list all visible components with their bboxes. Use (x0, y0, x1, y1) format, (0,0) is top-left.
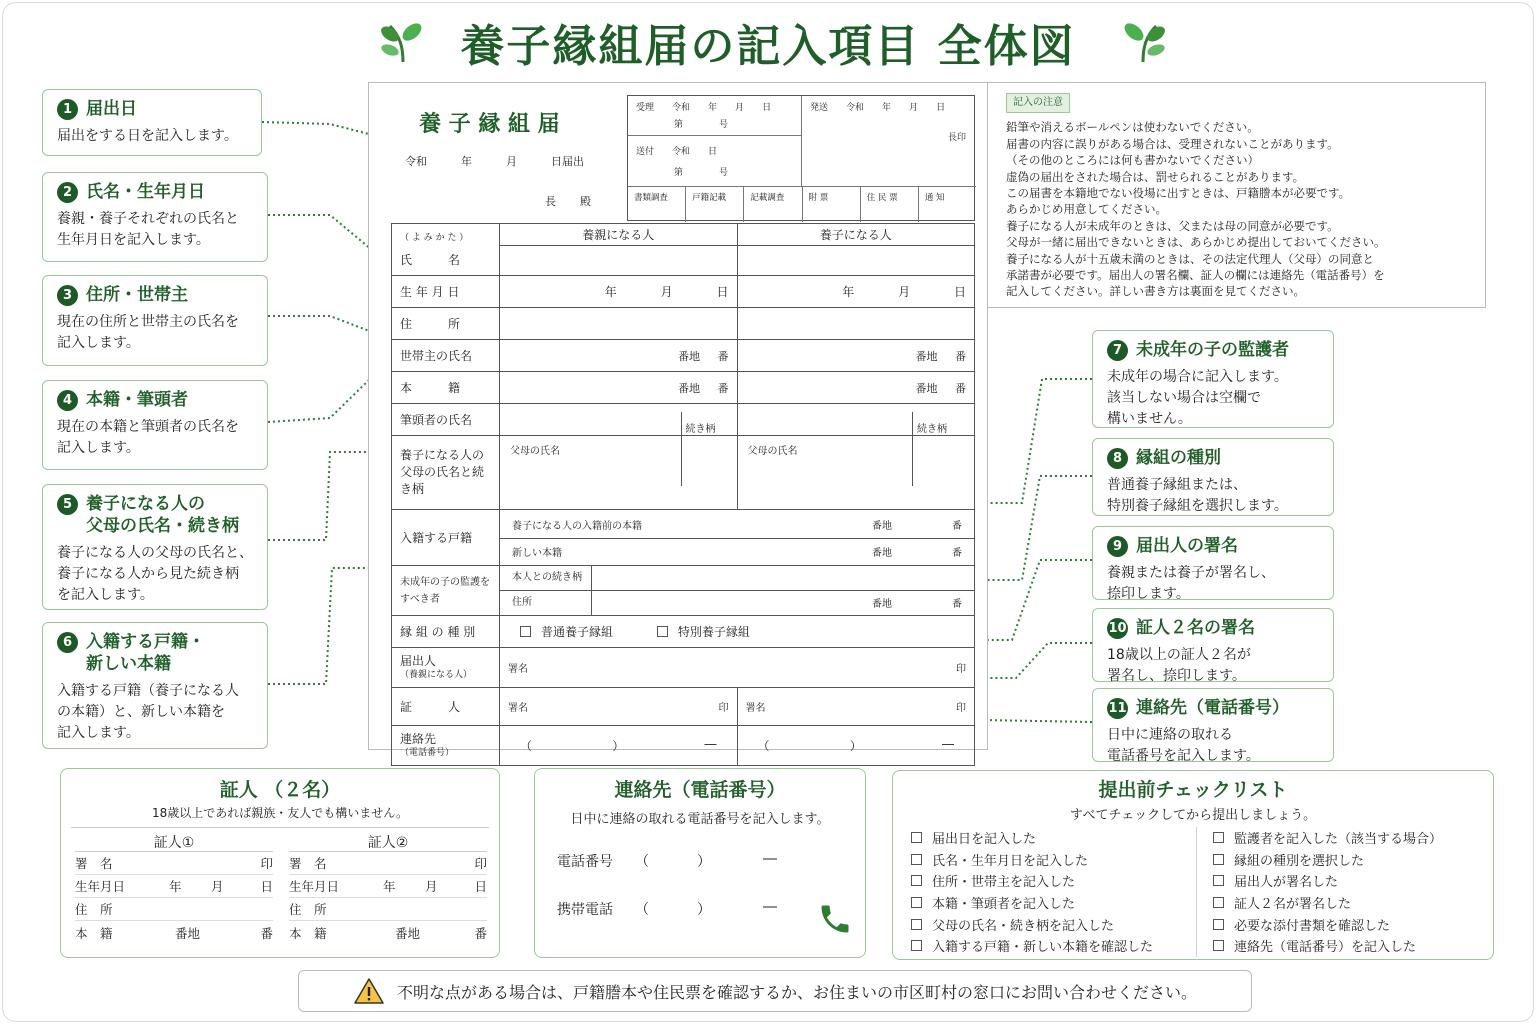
witness-label: 証 人 (392, 688, 500, 726)
adoptee-birth-cell[interactable]: 年 月 日 (737, 276, 975, 308)
birth-label: 生 年 月 日 (392, 276, 500, 308)
callout-6 (42, 622, 268, 749)
checklist-panel (892, 770, 1494, 960)
witness-2-block (289, 832, 487, 944)
adopter-parents-cell[interactable]: 父母の氏名 続き柄 (500, 436, 738, 510)
callout-title: 届出日 (86, 99, 137, 119)
warning-text: 不明な点がある場合は、戸籍謄本や住民票を確認するか、お住まいの市区町村の窓口にお問い合わせください。 (396, 982, 1197, 1002)
address-label: 住 所 (392, 308, 500, 340)
kind-label: 縁 組 の 種 別 (392, 616, 500, 648)
nyuseki-label: 入籍する戸籍 (392, 510, 500, 566)
witness-1-address-row[interactable]: 住 所 (75, 898, 273, 921)
witness-1-birth-row[interactable]: 生年月日 年 月 日 (75, 875, 273, 898)
number-badge: 9 (1107, 536, 1128, 557)
checklist-item[interactable]: 入籍する戸籍・新しい本籍を確認した (911, 935, 1196, 957)
adopter-address-cell[interactable] (500, 308, 738, 340)
witness-2-birth-row[interactable]: 生年月日 年 月 日 (289, 875, 487, 898)
witness-2-head: 証人② (289, 832, 487, 852)
callout-body: 現在の本籍と筆頭者の氏名を 記入します。 (57, 419, 239, 456)
witness-1-head: 証人① (75, 832, 273, 852)
reading-name-label: （ よ み か た ） 氏 名 (392, 224, 500, 276)
witness-panel-title: 証人 （２名） (219, 779, 341, 801)
page-title: 養子縁組届の記入項目 全体図 (460, 21, 1076, 72)
callout-body: 普通養子縁組または、 特別養子縁組を選択します。 (1107, 477, 1288, 514)
date-era: 令和 (405, 155, 427, 168)
guardian-cell[interactable]: 本人との続き柄 住所 番地 番 (500, 566, 975, 616)
witness-1-block (75, 832, 273, 944)
callout-1 (42, 89, 262, 156)
contact-label: 連絡先 （電話番号） (392, 726, 500, 766)
nyuseki-cell[interactable]: 養子になる人の入籍前の本籍 番地 番 新しい本籍 番地 番 (500, 510, 975, 566)
guardian-label: 未成年の子の監護をすべき者 (392, 566, 500, 616)
callout-3 (42, 275, 268, 366)
warning-bar (298, 970, 1252, 1012)
note-line: 届書の内容に誤りがある場合は、受理されないことがあります。 (1006, 136, 1339, 151)
checklist-item[interactable]: 氏名・生年月日を記入した (911, 849, 1196, 871)
adopter-birth-cell[interactable]: 年 月 日 (500, 276, 738, 308)
adoptee-honseki-cell[interactable]: 番地 番 (737, 372, 975, 404)
adoptee-name-cell[interactable]: 養子になる人 (737, 224, 975, 276)
callout-title: 本籍・筆頭者 (86, 390, 188, 410)
callout-body: 届出をする日を記入します。 (57, 128, 238, 144)
callout-title: 養子になる人の 父母の氏名・続き柄 (86, 494, 239, 536)
adoptee-phone-cell[interactable]: （ ） ― (737, 726, 975, 766)
registry-box (627, 95, 975, 221)
contact-panel-sub: 日中に連絡の取れる電話番号を記入します。 (570, 812, 830, 827)
special-adoption-checkbox[interactable]: 特別養子縁組 (657, 623, 750, 640)
ordinary-adoption-checkbox[interactable]: 普通養子縁組 (520, 623, 613, 640)
callout-title: 証人２名の署名 (1136, 618, 1255, 638)
note-line: この届書を本籍地でない役場に出すときは、戸籍謄本が必要です。 (1006, 186, 1351, 201)
addressee-chief: 長 (545, 195, 556, 208)
callout-9 (1092, 526, 1334, 600)
witness-panel-sub: 18歳以上であれば親族・友人でも構いません。 (71, 804, 489, 828)
mobile-row[interactable]: 携帯電話 （ ） ― (557, 899, 777, 918)
sent-cell: 送付 令和 日 第 号 (628, 136, 802, 186)
callout-title: 入籍する戸籍・ 新しい本籍 (86, 632, 205, 674)
adoptee-householder-cell[interactable]: 番地 番 (737, 340, 975, 372)
checklist-item[interactable]: 監護者を記入した（該当する場合） (1213, 827, 1442, 849)
note-line: あらかじめ用意してください。 (1006, 202, 1167, 217)
warning-icon (353, 977, 385, 1005)
adoption-form (368, 82, 988, 758)
checklist-item[interactable]: 本籍・筆頭者を記入した (911, 892, 1196, 914)
checklist-item[interactable]: 届出人が署名した (1213, 870, 1442, 892)
receipt-cell: 受理 令和 年 月 日 第 号 (628, 96, 802, 136)
checklist-title: 提出前チェックリスト (1098, 779, 1288, 801)
adopter-householder-cell[interactable]: 番地 番 (500, 340, 738, 372)
checklist-item[interactable]: 連絡先（電話番号）を記入した (1213, 935, 1442, 957)
hittou-label: 筆頭者の氏名 (392, 404, 500, 436)
form-table (391, 223, 975, 766)
checklist-right (1197, 827, 1442, 957)
number-badge: 11 (1107, 698, 1128, 719)
dispatch-cell: 発送 令和 年 月 日 長印 (810, 103, 966, 143)
notes-tag: 記入の注意 (1006, 93, 1070, 113)
note-line: 承諾書が必要です。届出人の署名欄、証人の欄には連絡先（電話番号）を (1006, 268, 1385, 283)
callout-5 (42, 484, 268, 610)
parents-label: 養子になる人の父母の氏名と続き柄 (392, 436, 500, 510)
callout-title: 氏名・生年月日 (86, 182, 205, 202)
phone-icon (817, 899, 853, 939)
notifier-sign-cell[interactable]: 署名 印 (500, 648, 975, 688)
form-title: 養 子 縁 組 届 (419, 112, 560, 137)
checklist-item[interactable]: 縁組の種別を選択した (1213, 849, 1442, 871)
adoptee-parents-cell[interactable]: 父母の氏名 続き柄 (737, 436, 975, 510)
notifier-label: 届出人 （養親になる人） (392, 648, 500, 688)
checklist-item[interactable]: 証人２名が署名した (1213, 892, 1442, 914)
form-date-line (405, 153, 584, 169)
callout-10 (1092, 608, 1334, 682)
addressee (545, 193, 591, 209)
callout-7 (1092, 330, 1334, 428)
witness-2-address-row[interactable]: 住 所 (289, 898, 487, 921)
checklist-sub: すべてチェックしてから提出しましょう。 (1069, 808, 1317, 823)
adopter-name-cell[interactable]: 養親になる人 (500, 224, 738, 276)
checklist-item[interactable]: 住所・世帯主を記入した (911, 870, 1196, 892)
witness-1-honseki-row[interactable]: 本 籍 番地 番 (75, 925, 273, 941)
callout-title: 住所・世帯主 (86, 285, 188, 305)
note-line: 養子になる人が未成年のときは、父または母の同意が必要です。 (1006, 218, 1339, 233)
number-badge: 2 (57, 182, 78, 203)
witness-2-honseki-row[interactable]: 本 籍 番地 番 (289, 925, 487, 941)
note-line: （その他のところには何も書かないでください） (1006, 153, 1259, 168)
callout-body: 養親または養子が署名し、 捺印します。 (1107, 565, 1275, 602)
witness-1-name-row[interactable]: 署 名 印 (75, 852, 273, 875)
adoptee-address-cell[interactable] (737, 308, 975, 340)
callout-4 (42, 380, 268, 470)
callout-body: 養子になる人の父母の氏名と、 養子になる人から見た続き柄 を記入します。 (57, 545, 253, 603)
callout-body: 入籍する戸籍（養子になる人 の本籍）と、新しい本籍を 記入します。 (57, 683, 239, 741)
phone-row[interactable]: 電話番号 （ ） ― (557, 851, 777, 870)
callout-title: 未成年の子の監護者 (1136, 340, 1289, 360)
checklist-item[interactable]: 届出日を記入した (911, 827, 1196, 849)
callout-title: 縁組の種別 (1136, 448, 1221, 468)
contact-panel-title: 連絡先（電話番号） (614, 779, 786, 801)
callout-body: 養親・養子それぞれの氏名と 生年月日を記入します。 (57, 211, 239, 248)
number-badge: 8 (1107, 448, 1128, 469)
callout-body: 未成年の場合に記入します。 該当しない場合は空欄で 構いません。 (1107, 369, 1288, 427)
callout-2 (42, 172, 268, 262)
callout-8 (1092, 438, 1334, 516)
witness-panel (60, 768, 500, 958)
note-line: 虚偽の届出をされた場合は、罰せられることがあります。 (1006, 169, 1305, 184)
callout-body: 現在の住所と世帯主の氏名を 記入します。 (57, 314, 239, 351)
number-badge: 6 (57, 632, 78, 653)
date-year: 年 (461, 155, 472, 168)
adopter-honseki-cell[interactable]: 番地 番 (500, 372, 738, 404)
contact-panel (534, 768, 866, 958)
witness-2-name-row[interactable]: 署 名 印 (289, 852, 487, 875)
note-line: 養子になる人が十五歳未満のときは、その法定代理人（父母）の同意と (1006, 251, 1374, 266)
note-line: 記入してください。詳しい書き方は裏面を見てください。 (1006, 284, 1305, 299)
date-day: 日届出 (551, 155, 584, 168)
date-month: 月 (506, 155, 517, 168)
callout-11 (1092, 688, 1334, 762)
note-line: 父母が一緒に届出できないときは、あらかじめ提出しておいてください。 (1006, 235, 1386, 250)
note-line: 鉛筆や消えるボールペンは使わないでください。 (1006, 120, 1259, 135)
checklist-left (911, 827, 1197, 957)
witness1-sign-cell[interactable]: 署名 印 (500, 688, 738, 726)
number-badge: 10 (1107, 618, 1128, 639)
callout-body: 日中に連絡の取れる 電話番号を記入します。 (1107, 727, 1260, 764)
callout-body: 18歳以上の証人２名が 署名し、捺印します。 (1107, 647, 1251, 684)
number-badge: 4 (57, 390, 78, 411)
callout-title: 連絡先（電話番号） (1136, 698, 1289, 718)
number-badge: 1 (57, 99, 78, 120)
kind-cell (500, 616, 975, 648)
number-badge: 7 (1107, 340, 1128, 361)
notes-panel (988, 82, 1486, 308)
addressee-honorific: 殿 (580, 195, 591, 208)
checklist-item[interactable]: 必要な添付書類を確認した (1213, 913, 1442, 935)
checklist-item[interactable]: 父母の氏名・続き柄を記入した (911, 913, 1196, 935)
honseki-label: 本 籍 (392, 372, 500, 404)
callout-title: 届出人の署名 (1136, 536, 1238, 556)
number-badge: 3 (57, 285, 78, 306)
check-row: 書類調査 戸籍記載 記載調査 附 票 住 民 票 通 知 (628, 186, 976, 222)
householder-label: 世帯主の氏名 (392, 340, 500, 372)
witness2-sign-cell[interactable]: 署名 印 (737, 688, 975, 726)
number-badge: 5 (57, 494, 78, 515)
adopter-phone-cell[interactable]: （ ） ― (500, 726, 738, 766)
